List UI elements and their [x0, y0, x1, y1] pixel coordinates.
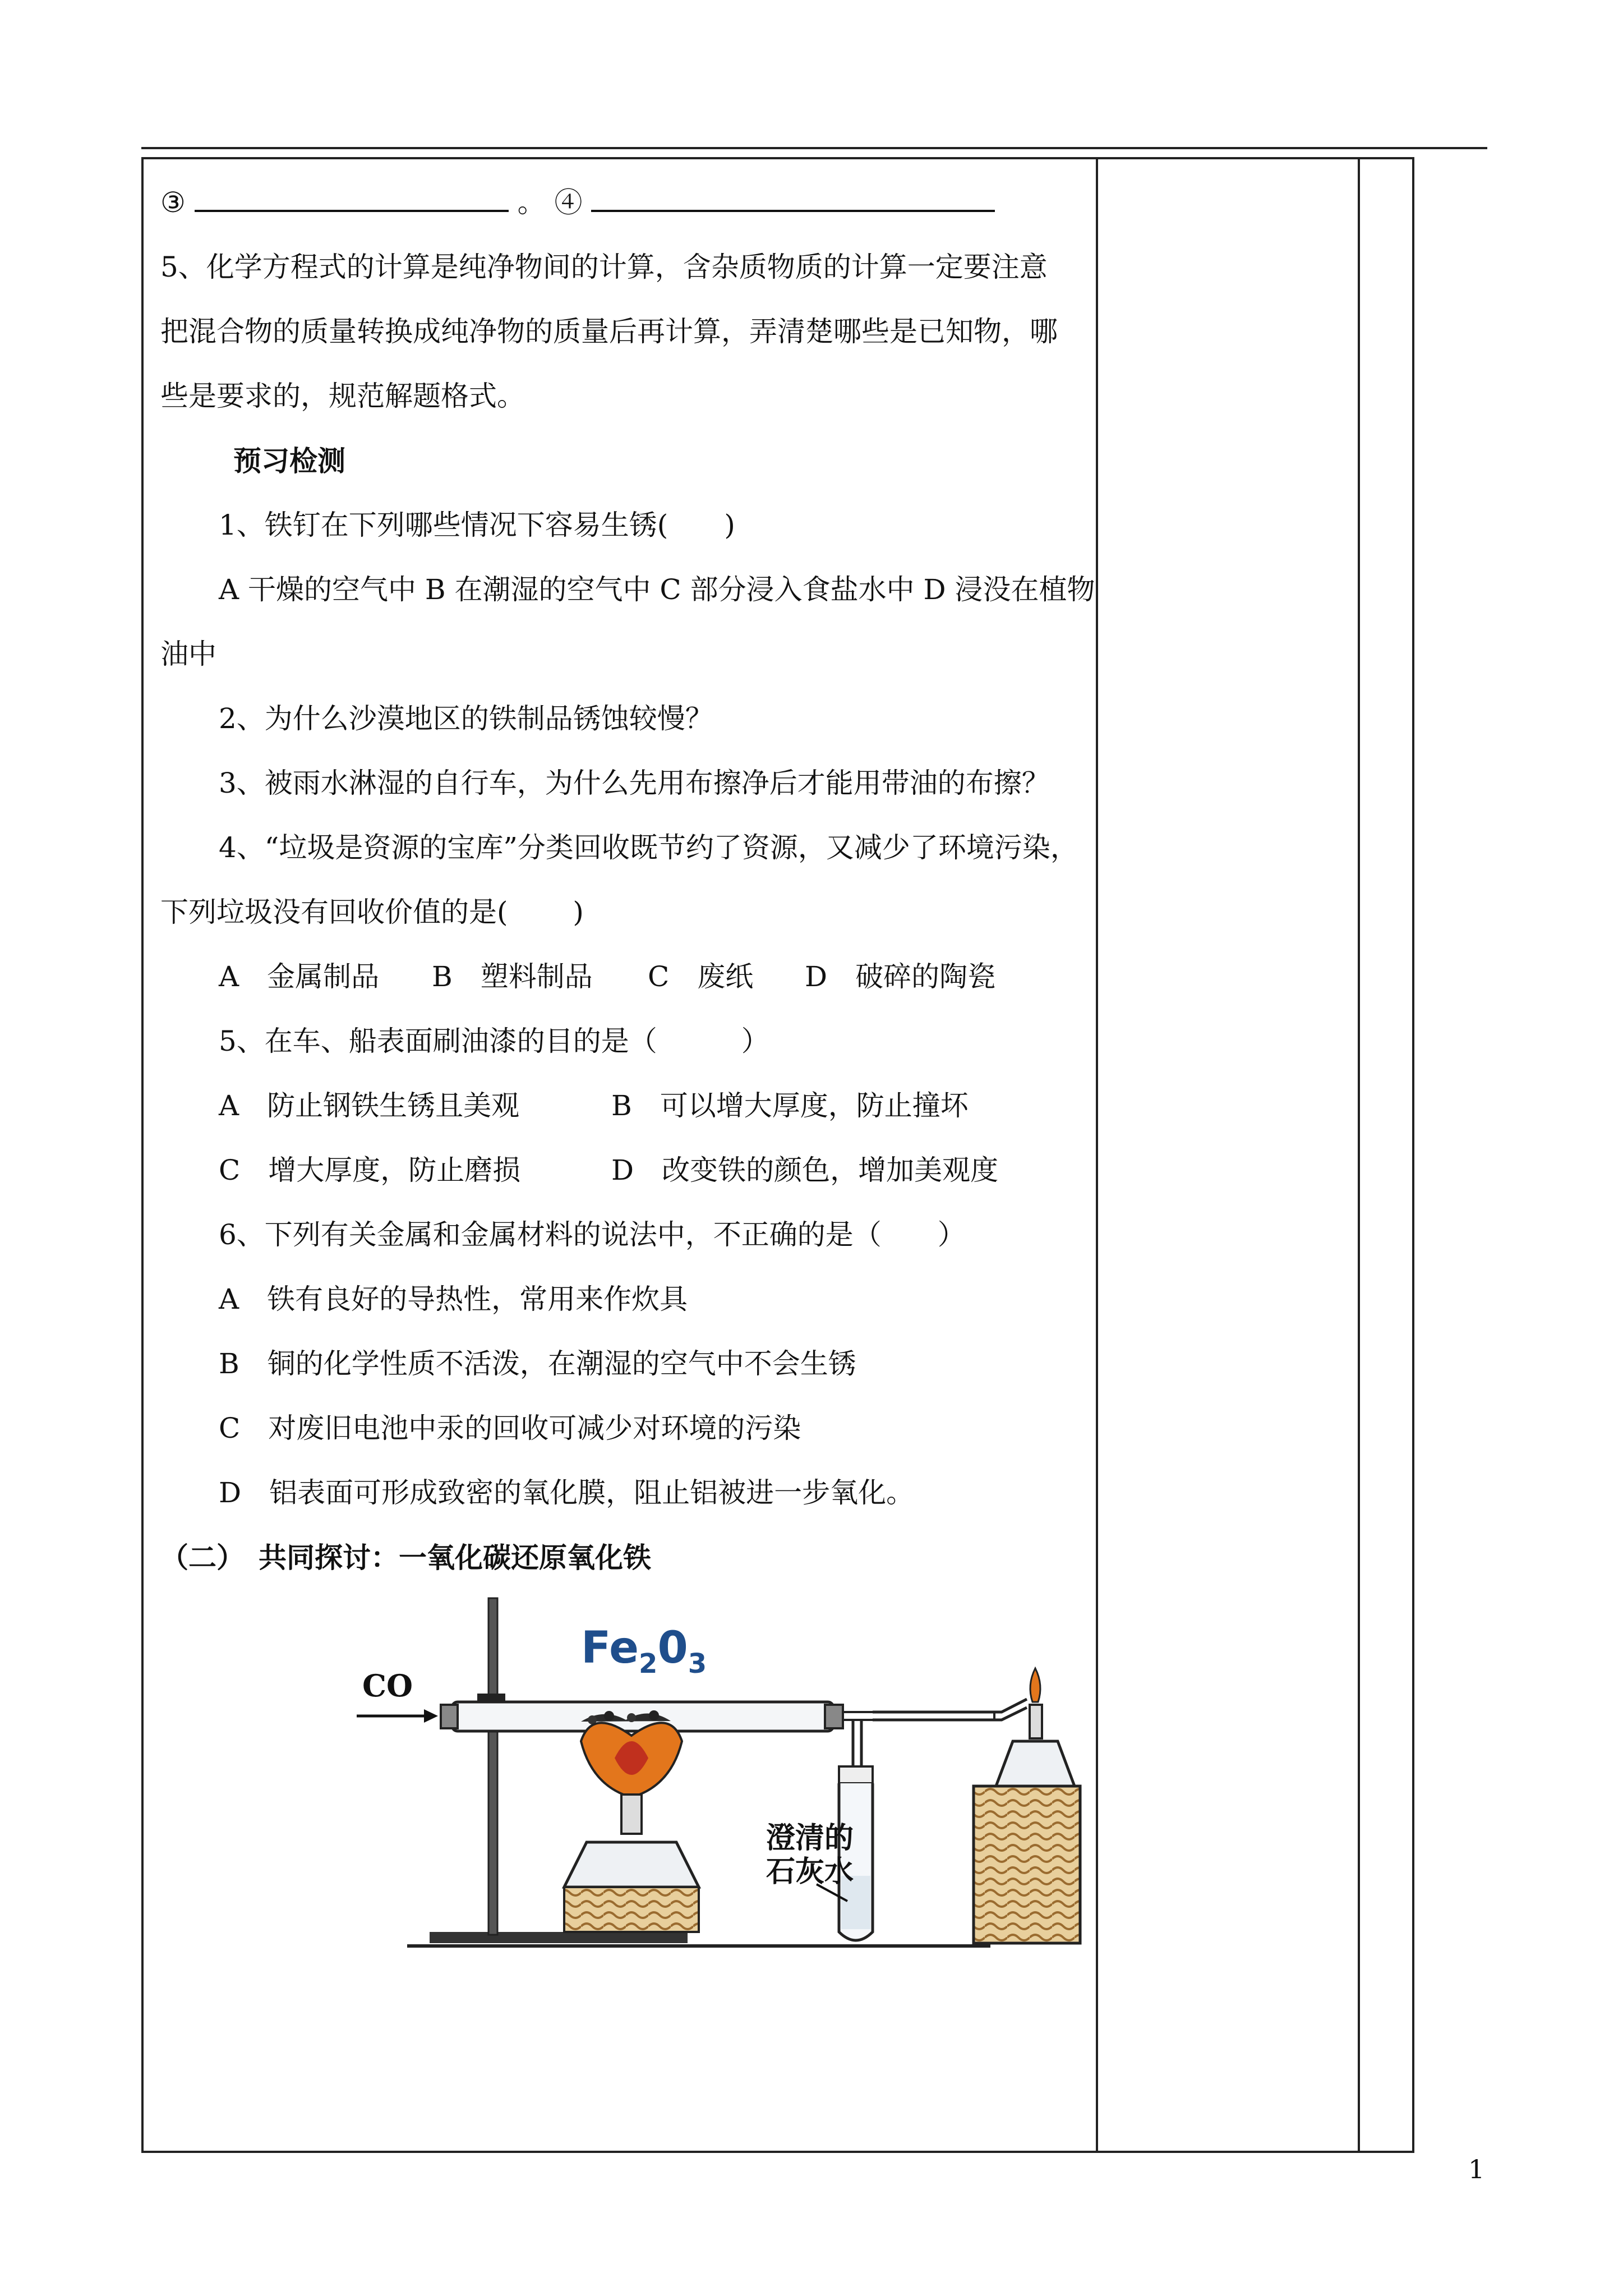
main-column — [160, 171, 1095, 1590]
note-5-line-3: 些是要求的，规范解题格式。 — [160, 380, 525, 412]
q5-option-c: C 增大厚度，防止磨损 — [219, 1154, 521, 1186]
co-label: CO — [362, 1668, 413, 1704]
q5-option-a: A 防止钢铁生锈且美观 — [219, 1089, 520, 1122]
note-5-line-2: 把混合物的质量转换成纯净物的质量后再计算，弄清楚哪些是已知物，哪 — [160, 315, 1058, 348]
question-2: 2、为什么沙漠地区的铁制品锈蚀较慢？ — [219, 702, 713, 735]
co-inlet — [357, 1668, 438, 1723]
question-6: 6、下列有关金属和金属材料的说法中，不正确的是（ ） — [219, 1218, 966, 1251]
combustion-tube — [441, 1702, 994, 1731]
lesson-table — [141, 157, 1414, 2153]
q5-option-d: D 改变铁的颜色，增加美观度 — [611, 1154, 999, 1186]
spirit-lamp-left — [564, 1723, 699, 1932]
q6-option-c: C 对废旧电池中汞的回收可减少对环境的污染 — [219, 1412, 801, 1444]
q4-option-a: A 金属制品 — [219, 960, 380, 993]
question-1-options: A 干燥的空气中 B 在潮湿的空气中 C 部分浸入食盐水中 D 浸没在植物 — [219, 573, 1095, 606]
column-divider-1 — [1096, 159, 1098, 2151]
question-5: 5、在车、船表面刷油漆的目的是（ ） — [219, 1025, 769, 1057]
q6-option-d: D 铝表面可形成致密的氧化膜，阻止铝被进一步氧化。 — [219, 1476, 915, 1509]
page-number: 1 — [1468, 2154, 1485, 2184]
spirit-lamp-right — [974, 1668, 1080, 1943]
preview-heading: 预习检测 — [233, 444, 345, 477]
fe2o3-label: $Fe_20_3$ — [581, 1623, 707, 1680]
header-rule — [141, 147, 1487, 149]
limewater-label-line-2: 石灰水 — [766, 1855, 854, 1889]
question-5-options-cd — [160, 1138, 1080, 1203]
answer-blank-3[interactable] — [195, 175, 509, 212]
question-4-line-1: 4、“垃圾是资源的宝库”分类回收既节约了资源，又减少了环境污染， — [219, 831, 1078, 864]
question-1-options-cont: 油中 — [160, 638, 216, 670]
question-1: 1、铁钉在下列哪些情况下容易生锈( ) — [219, 509, 735, 541]
q6-option-a: A 铁有良好的导热性，常用来作炊具 — [219, 1283, 688, 1315]
blank-line — [160, 171, 1080, 235]
question-5-options-ab — [160, 1074, 1080, 1138]
blank-mark-4: ④ — [554, 186, 583, 219]
question-3: 3、被雨水淋湿的自行车，为什么先用布擦净后才能用带油的布擦？ — [219, 767, 1050, 799]
column-divider-2 — [1358, 159, 1360, 2151]
co-reduction-apparatus-figure — [245, 1573, 1086, 1999]
question-4-options — [160, 945, 1080, 1009]
section-2-heading: （二） 共同探讨：一氧化碳还原氧化铁 — [160, 1541, 651, 1574]
question-4-line-2: 下列垃圾没有回收价值的是( ) — [160, 896, 584, 928]
blank-separator: 。 — [517, 186, 546, 219]
q5-option-b: B 可以增大厚度，防止撞坏 — [611, 1089, 969, 1122]
q4-option-d: D 破碎的陶瓷 — [805, 960, 996, 993]
q4-option-b: B 塑料制品 — [432, 960, 593, 993]
limewater-label-line-1: 澄清的 — [766, 1821, 854, 1855]
note-5-line-1: 5、化学方程式的计算是纯净物间的计算，含杂质物质的计算一定要注意 — [160, 251, 1048, 283]
blank-mark-3: ③ — [160, 186, 186, 219]
q4-option-c: C 废纸 — [648, 960, 754, 993]
q6-option-b: B 铜的化学性质不活泼，在潮湿的空气中不会生锈 — [219, 1347, 856, 1380]
answer-blank-4[interactable] — [591, 175, 995, 212]
iron-stand — [477, 1598, 505, 1935]
